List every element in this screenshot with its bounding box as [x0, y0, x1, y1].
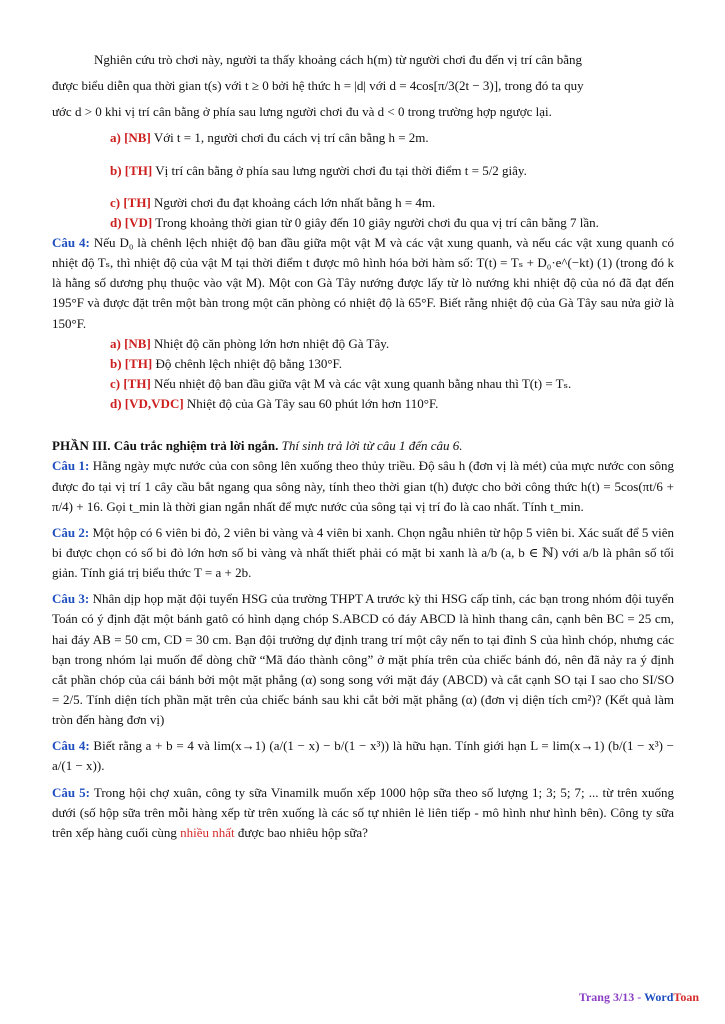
p3-question-2: Câu 2: Một hộp có 6 viên bi đỏ, 2 viên bi vàng và 4 viên bi xanh. Chọn ngẫu nhiên từ hộp 5 viên bi. Xác suất để 5 viên bi được chọn có số bi đỏ lớn hơn số bi vàng và nhất thiết phải có mặt bi xanh là a/b (a, b ∈ ℕ) với a/b là phân số tối giản. Tính giá trị biểu thức T = a + 2b. [52, 524, 675, 581]
p3-question-3: Câu 3: Nhân dịp họp mặt đội tuyển HSG của trường THPT A trước kỳ thi HSG cấp tỉnh, các bạn trong nhóm đội tuyển Toán có ý định đặt một bánh gatô có hình dạng chóp S.ABCD có đáy ABCD là hình thang cân, cạnh bên BC = 25 cm, hai đáy AB = 50 cm, CD = 30 cm. Bạn đội trưởng dự định trang trí một cây nến to tại đỉnh S của hình chóp, nhưng các bạn trong nhóm lại muốn để dòng chữ “Mã đáo thành công” ở mặt phía trên của chiếc bánh đó, nên đã nảy ra ý định cắt phần chóp của cái bánh bởi một mặt phẳng (α) song song với mặt đáy (ABCD) và cắt cạnh SO tại I sao cho SI/SO = 2/5. Tính diện tích phần mặt trên của chiếc bánh sau khi cắt bởi mặt phẳng (α) (đơn vị diện tích cm²)? (Kết quả làm tròn đến hàng đơn vị) [52, 591, 675, 728]
document-page [52, 50, 674, 843]
brand-word: Word [644, 990, 674, 1004]
question-4-text: Câu 4: Nếu D₀ là chênh lệch nhiệt độ ban đầu giữa một vật M và các vật xung quanh, và nếu các vật xung quanh có nhiệt độ Tₛ, thì nhiệt độ của vật M tại thời điểm t được mô hình hóa bởi hàm số: T(t) = Tₛ + D₀·e^(−kt) (1) (trong đó k là hằng số dương phụ thuộc vào vật M). Một con Gà Tây nướng được lấy từ lò nướng khi nhiệt độ của nó đã đạt đến 195°F và được đặt trên một bàn trong một căn phòng có nhiệt độ là 65°F. Biết rằng nhiệt độ của Gà Tây sau nửa giờ là 150°F. [52, 234, 674, 331]
p3-question-5: Câu 5: Trong hội chợ xuân, công ty sữa Vinamilk muốn xếp 1000 hộp sữa theo số lượng 1; 3; 5; 7; ... từ trên xuống dưới (số hộp sữa trên mỗi hàng xếp từ trên xuống là các số tự nhiên lẻ liên tiếp - mô hình như hình bên). Công ty sữa trên xếp hàng cuối cùng nhiều nhất được bao nhiêu hộp sữa? [52, 784, 674, 840]
intro-line-1: Nghiên cứu trò chơi này, người ta thấy khoảng cách h(m) từ người chơi đu đến vị trí cân bằng [94, 52, 583, 67]
highlight-text: nhiều nhất [180, 824, 235, 840]
page-footer [579, 988, 699, 1007]
brand-toan: Toan [673, 990, 699, 1004]
p3-question-4: Câu 4: Biết rằng a + b = 4 và lim(x→1) (a/(1 − x) − b/(1 − x³)) là hữu hạn. Tính giới hạn L = lim(x→1) (b/(1 − x³) − a/(1 − x)). [52, 738, 675, 774]
intro-line-2: được biểu diễn qua thời gian t(s) với t ≥ 0 bởi hệ thức h = |d| với d = 4cos[π/3(2t − 3)], trong đó ta quy [52, 78, 584, 94]
statement-c: c) [TH] Người chơi đu đạt khoảng cách lớn nhất bằng h = 4m. [110, 194, 436, 210]
q3-statements [52, 128, 674, 233]
question-4-block [52, 233, 674, 414]
q4-statement-c: c) [TH] Nếu nhiệt độ ban đầu giữa vật M và các vật xung quanh bằng nhau thì T(t) = Tₛ. [110, 375, 572, 391]
statement-a: a) [NB] Với t = 1, người chơi đu cách vị trí cân bằng h = 2m. [110, 130, 429, 146]
statement-d: d) [VD] Trong khoảng thời gian từ 0 giây đến 10 giây người chơi đu qua vị trí cân bằng 7 lần. [110, 214, 599, 230]
part-3-heading: PHẦN III. Câu trắc nghiệm trả lời ngắn. Thí sinh trả lời từ câu 1 đến câu 6. [52, 438, 463, 454]
statement-b: b) [TH] Vị trí cân bằng ở phía sau lưng người chơi đu tại thời điểm t = 5/2 giây. [110, 162, 527, 178]
p3-question-1: Câu 1: Hằng ngày mực nước của con sông lên xuống theo thủy triều. Độ sâu h (đơn vị là mét) của mực nước con sông được đo tại vị trí 1 cây cầu bắt ngang qua sông này, tính theo thời gian t(h) được cho bởi công thức h(t) = 5cos(πt/6 + π/4) + 16. Gọi t_min là thời gian ngắn nhất để mực nước của sông tại vị trí đo là cao nhất. Tính t_min. [52, 458, 675, 514]
intro-line-3: ước d > 0 khi vị trí cân bằng ở phía sau lưng người chơi đu và d < 0 trong trường hợp ngược lại. [52, 104, 552, 120]
page-number: Trang 3/13 - [578, 990, 645, 1004]
q4-statement-b: b) [TH] Độ chênh lệch nhiệt độ bằng 130°F. [110, 355, 342, 371]
q4-statement-a: a) [NB] Nhiệt độ căn phòng lớn hơn nhiệt độ Gà Tây. [110, 335, 390, 351]
q4-statement-d: d) [VD,VDC] Nhiệt độ của Gà Tây sau 60 phút lớn hơn 110°F. [110, 396, 439, 412]
